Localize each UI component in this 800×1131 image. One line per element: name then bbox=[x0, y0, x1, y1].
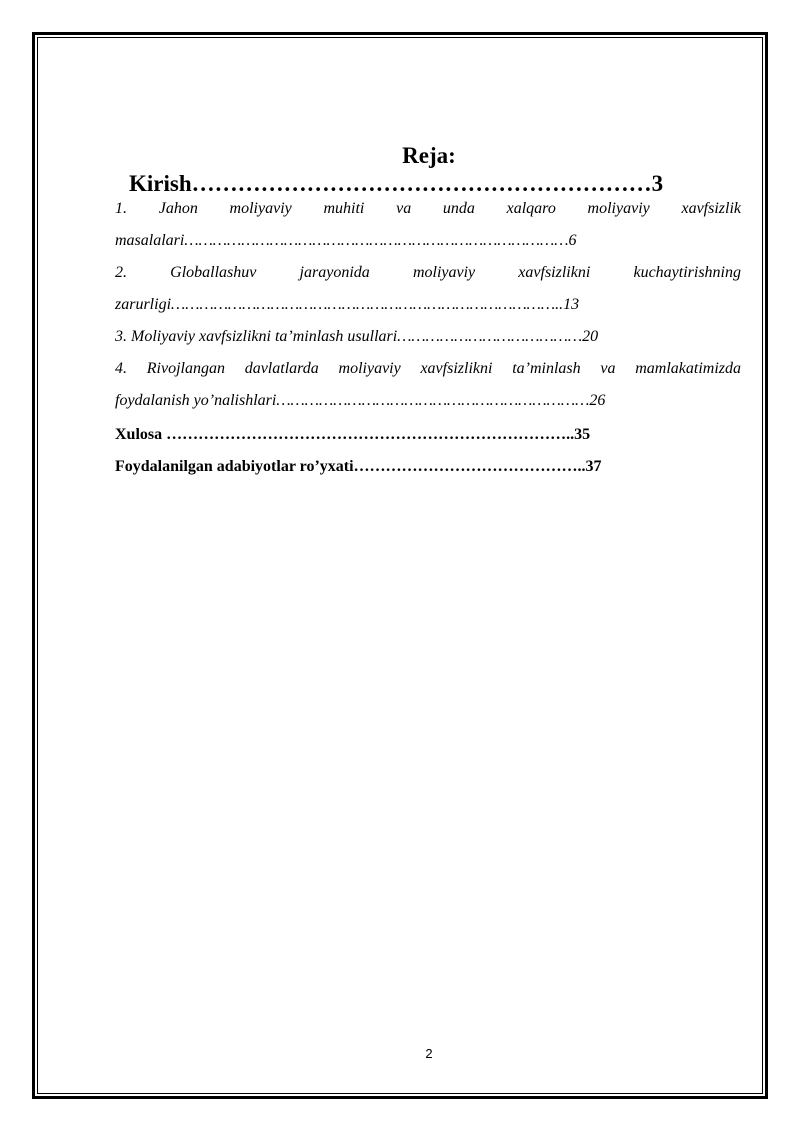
toc-entry-2-line-2: zarurligi………………………………………………………………………..13 bbox=[115, 296, 580, 313]
toc-entry-2-line-1: 2. Globallashuv jarayonida moliyaviy xavfsizlikni kuchaytirishning bbox=[115, 264, 741, 281]
toc-references-label: Foydalanilgan adabiyotlar ro’yxati……………………………………..37 bbox=[115, 458, 602, 475]
toc-conclusion-label: Xulosa …………………………………………………………………..35 bbox=[115, 426, 591, 443]
toc-entry-1-line-2: masalalari………………………………………………………………………6 bbox=[115, 232, 577, 249]
toc-entry-3 bbox=[115, 321, 741, 353]
toc-entry-1 bbox=[115, 193, 741, 257]
toc-entry-2 bbox=[115, 257, 741, 321]
toc-entry-3-line-1: 3. Moliyaviy xavfsizlikni ta’minlash usullari…………………………………20 bbox=[115, 328, 599, 345]
toc-entry-1-line-1: 1. Jahon moliyaviy muhiti va unda xalqaro moliyaviy xavfsizlik bbox=[115, 200, 741, 217]
toc-intro: Kirish……………………………………………………3 bbox=[129, 171, 664, 196]
plan-title: Reja: bbox=[402, 143, 456, 168]
toc-entry-4 bbox=[115, 353, 741, 417]
toc-conclusion bbox=[115, 419, 741, 451]
toc-references bbox=[115, 451, 741, 483]
page-number: 2 bbox=[425, 1046, 433, 1061]
toc-entry-4-line-2: foydalanish yo’nalishlari…………………………………………………………26 bbox=[115, 392, 606, 409]
toc-entry-4-line-1: 4. Rivojlangan davlatlarda moliyaviy xavfsizlikni ta’minlash va mamlakatimizda bbox=[115, 360, 741, 377]
